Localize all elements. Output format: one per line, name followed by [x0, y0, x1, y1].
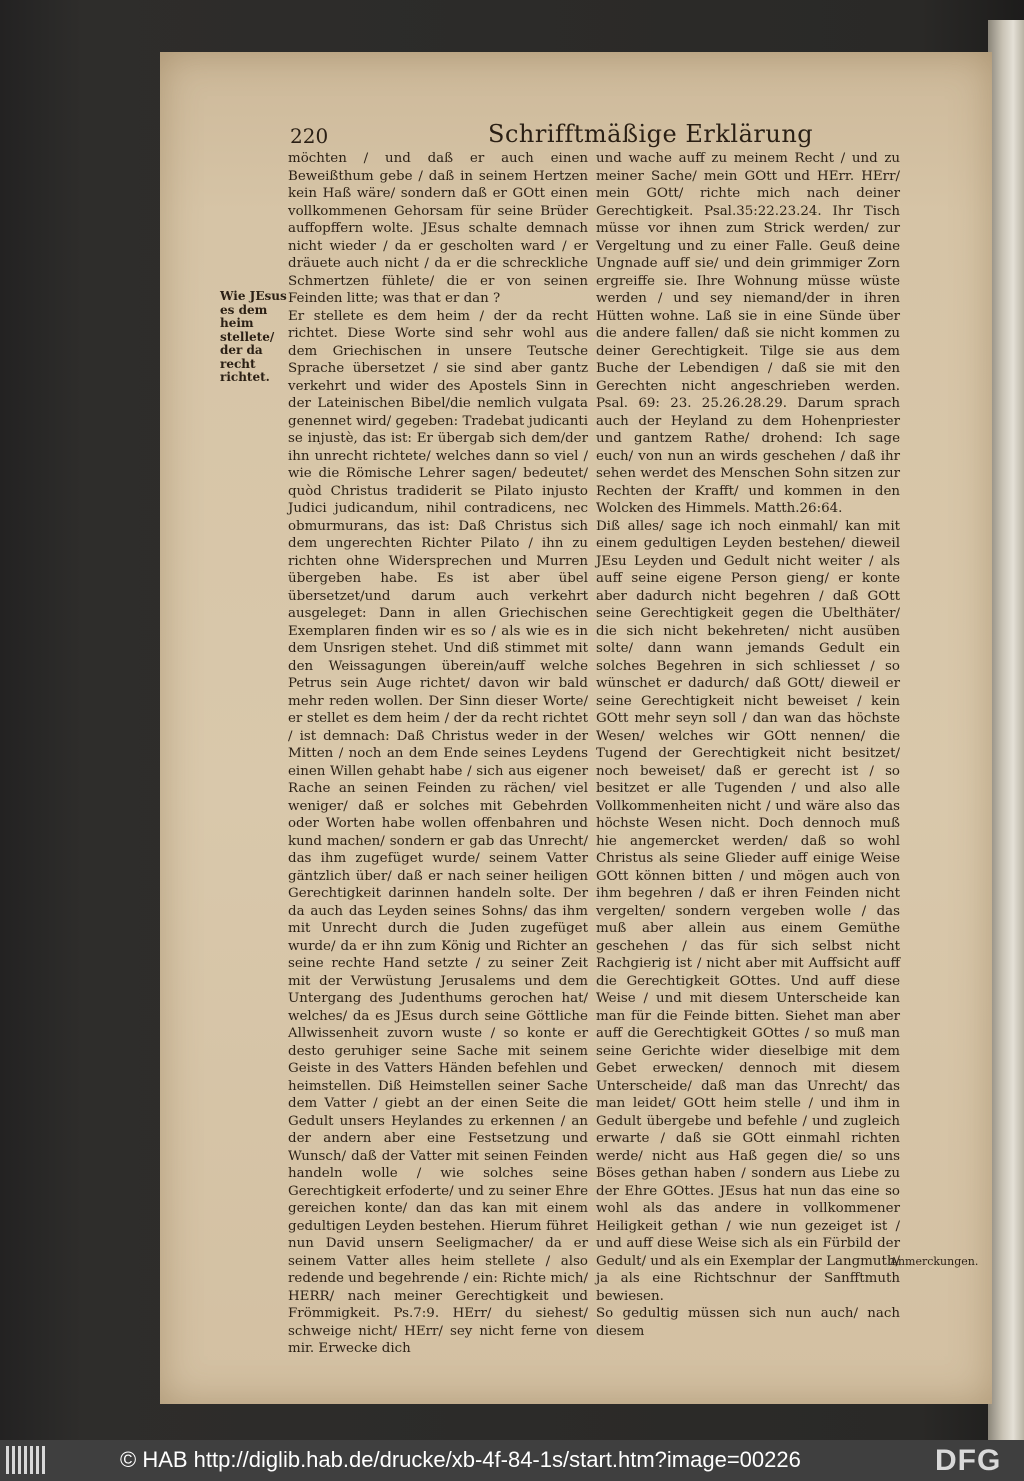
paragraph: Er stellete es dem heim / der da recht richtet. Diese Worte sind sehr wohl aus dem Griechischen in unsere Teutsche Sprache übersetzet / sie sind aber gantz verkehrt und wider des Apostels Sinn in der Lateinischen Bibel/die nemlich vulgata genennet wird/ gegeben: Tradebat judicanti se injustè, das ist: Er übergab sich dem/der ihn unrecht richtete/ welches dann so viel / wie die Römische Lehrer sagen/ bedeutet/ quòd Christus tradiderit se Pilato injusto Judici judicandum, nihil contradicens, nec obmurmurans, das ist: Daß Christus sich dem ungerechten Richter Pilato / ihn zu richten ohne Widersprechen und Murren übergeben habe. Es ist aber übel übersetzet/und darum auch verkehrt ausgeleget: Dann in allen Griechischen Exemplaren finden wir es so / als wie es in dem Unsrigen stehet. Und diß stimmet mit den Weissagungen überein/auff welche Petrus sein Auge richtet/ davon wir bald mehr reden wollen. Der Sinn dieser Worte/ er stellet es dem heim / der da recht richtet / ist demnach: Daß Christus weder in der Mitten / noch an dem Ende seines Leydens einen Willen gehabt habe / sich aus eigener Rache an seinen Feinden zu rächen/ viel weniger/ daß er solches mit Gebehrden oder Worten habe wollen offenbahren und kund machen/ sondern er gab das Unrecht/ das ihm zugefüget wurde/ seinem Vatter gäntzlich über/ daß er nach seiner heiligen Gerechtigkeit darinnen handeln solte. Der da auch das Leyden seines Sohns/ das ihm mit Unrecht durch die Juden zugefüget wurde/ da er ihn zum König und Richter an seine rechte Hand setzte / zu seiner Zeit mit der Verwüstung Jerusalems und dem Untergang des Judenthums gerochen hat/ welches/ da es JEsus durch seine Göttliche Allwissenheit zuvorn wuste / so konte er desto geruhiger seine Sache mit seinem Geiste in des Vatters Händen befehlen und heimstellen. Diß Heimstellen seiner Sache dem Vatter / giebt an der einen Seite die Gedult unsers Heylandes zu erkennen / an der andern aber eine Festsetzung und Wunsch/ daß der Vatter mit seinen Feinden handeln wolle / wie solches seine Gerechtigkeit erfoderte/ und zu seiner Ehre gereichen konte/ dan das kan mit einem gedultigen Leyden bestehen. Hierum führet nun David unsern Seeligmacher/ da er seinem Vatter alles heim stellete / also redende und begehrende / ein: Richte mich/ HERR/ nach meiner Gerechtigkeit und Frömmigkeit. Ps.7:9. HErr/ du siehest/ schweige nicht/ HErr/ sey nicht ferne von mir. Erwecke dich — [288, 308, 588, 1356]
copyright-link[interactable]: © HAB http://diglib.hab.de/drucke/xb-4f-84-1s/start.htm?image=00226 — [120, 1447, 801, 1472]
page-number: 220 — [290, 124, 329, 148]
footer-bar — [0, 1440, 1024, 1481]
barcode-icon — [6, 1446, 46, 1474]
text-column-right — [596, 150, 900, 1340]
dfg-logo: DFG — [935, 1444, 1002, 1477]
paragraph: und wache auff zu meinem Recht / und zu meiner Sache/ mein GOtt und HErr. HErr/ mein GOtt/ richte mich nach deiner Gerechtigkeit. Psal.35:22.23.24. Ihr Tisch müsse vor ihnen zum Strick werden/ zur Vergeltung und zu einer Falle. Geuß deine Ungnade auff sie/ und dein grimmiger Zorn ergreiffe sie. Ihre Wohnung müsse wüste werden / und sey niemand/der in ihren Hütten wohne. Laß sie in eine Sünde über die andere fallen/ daß sie nicht kommen zu deiner Gerechtigkeit. Tilge sie aus dem Buche der Lebendigen / daß sie mit den Gerechten nicht angeschrieben werden. Psal. 69: 23. 25.26.28.29. Darum sprach auch der Heyland zu dem Hohenpriester und gantzem Rathe/ drohend: Ich sage euch/ von nun an wirds geschehen / daß ihr sehen werdet des Menschen Sohn sitzen zur Rechten der Krafft/ und kommen in den Wolcken des Himmels. Matth.26:64. — [596, 151, 900, 516]
paragraph: möchten / und daß er auch einen Beweißthum gebe / daß in seinem Hertzen kein Haß wäre/ sondern daß er GOtt einen vollkommenen Gehorsam für seine Brüder auffopffern wolte. JEsus schalte demnach nicht wieder / da er gescholten ward / er dräuete auch nicht / da er die schreckliche Schmertzen fühlete/ die er von seinen Feinden litte; was that er dan ? — [288, 151, 588, 306]
paragraph: So gedultig müssen sich nun auch/ nach diesem — [596, 1306, 900, 1339]
page-edge — [988, 20, 1024, 1440]
page-title: Schrifftmäßige Erklärung — [488, 120, 814, 148]
margin-note-left: Wie JEsus es dem heim stellete/ der da recht richtet. — [220, 289, 287, 384]
text-column-left — [288, 150, 588, 1358]
paragraph: Diß alles/ sage ich noch einmahl/ kan mit einem gedultigen Leyden bestehen/ dieweil JEsu Leyden und Gedult nicht weiter / als auff seine eigene Person gieng/ er konte aber dadurch nicht begehren / daß GOtt seine Gerechtigkeit gegen die Ubelthäter/ die sich nicht bekehreten/ nicht ausüben solte/ dann wann jemands Gedult ein solches Begehren in sich schliesset / so wünschet er dadurch/ daß GOtt/ dieweil er seine Gerechtigkeit nicht beweiset / kein GOtt mehr seyn soll / dan wan das höchste Wesen/ welches wir GOtt nennen/ die Tugend der Gerechtigkeit nicht besitzet/ noch beweiset/ daß er gerecht ist / so besitzet er alle Tugenden / und also alle Vollkommenheiten nicht / und wäre also das höchste Wesen nicht. Doch dennoch muß hie angemercket werden/ daß so wohl Christus als seine Glieder auff einige Weise GOtt können bitten / und mögen auch von ihm begehren / daß er ihren Feinden nicht vergelten/ sondern vergeben wolle / das muß aber allein aus einem Gemüthe geschehen / das für sich selbst nicht Rachgierig ist / nicht aber mit Auffsicht auff die Gerechtigkeit GOttes. Und auff diese Weise / und mit diesem Unterscheide kan man für die Feinde bitten. Siehet man aber auff die Gerechtigkeit GOttes / so muß man seine Gerichte wider dieselbige mit dem Gebet erwecken/ dennoch mit diesem Unterscheide/ daß man das Unrecht/ das man leidet/ GOtt heim stelle / und ihm in Gedult übergebe und befehle / und zugleich erwarte / daß sie GOtt einmahl richten werde/ nicht aus Haß gegen die/ so uns Böses gethan haben / sondern aus Liebe zu der Ehre GOttes. JEsus hat nun das eine so wohl als das andere in vollkommener Heiligkeit gethan / wie nun gezeiget ist / und auff diese Weise sich als ein Fürbild der Gedult/ und als ein Exemplar der Langmuth/ ja als eine Richtschnur der Sanfftmuth bewiesen. — [596, 518, 900, 1304]
margin-note-right: Anmerckungen. — [890, 1255, 979, 1268]
running-head — [290, 118, 910, 150]
